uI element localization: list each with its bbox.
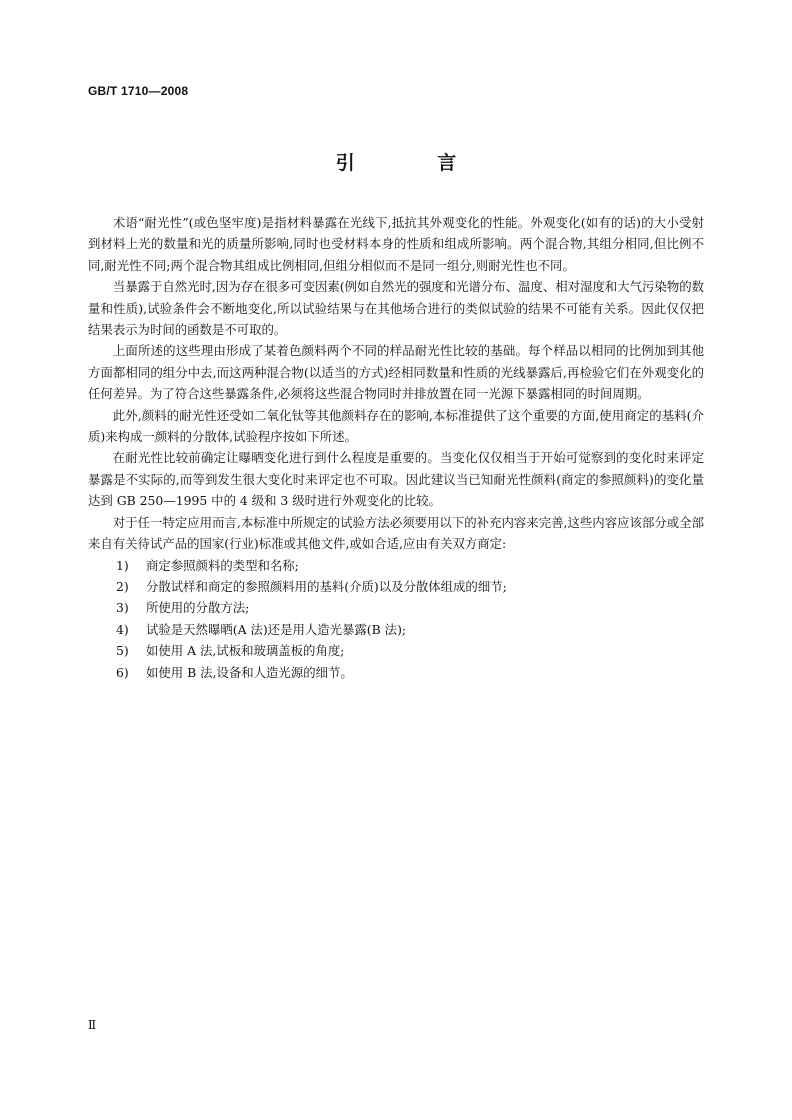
- list-item-number: 5): [116, 643, 129, 659]
- list-item-number: 3): [116, 600, 129, 616]
- list-item: [88, 576, 704, 597]
- list-item: [88, 662, 704, 683]
- list-item: [88, 619, 704, 640]
- paragraph: 当暴露于自然光时,因为存在很多可变因素(例如自然光的强度和光谱分布、温度、相对湿度和大气污染物的数量和性质),试验条件会不断地变化,所以试验结果与在其他场合进行的类似试验的结果不可能有关系。因此仅仅把结果表示为时间的函数是不可取的。: [88, 279, 704, 338]
- list-item-text: 分散试样和商定的参照颜料用的基料(介质)以及分散体组成的细节;: [146, 578, 507, 594]
- list-item-text: 如使用 B 法,设备和人造光源的细节。: [146, 664, 353, 680]
- list-item-text: 如使用 A 法,试板和玻璃盖板的角度;: [146, 643, 345, 659]
- paragraph: 在耐光性比较前确定让曝晒变化进行到什么程度是重要的。当变化仅仅相当于开始可觉察到的变化时来评定暴露是不实际的,而等到发生很大变化时来评定也不可取。因此建议当已知耐光性颜料(商定的参照颜料)的变化量达到 GB 250—1995 中的 4 级和 3 级时进行外观变化的比较。: [88, 450, 704, 509]
- paragraph: 术语“耐光性”(或色坚牢度)是指材料暴露在光线下,抵抗其外观变化的性能。外观变化(如有的话)的大小受射到材料上光的数量和光的质量所影响,同时也受材料本身的性质和组成所影响。两个混合物,其组分相同,但比例不同,耐光性不同;两个混合物其组成比例相同,但组分相似而不是同一组分,则耐光性也不同。: [88, 215, 704, 273]
- list-item-number: 4): [116, 621, 129, 637]
- page-number: Ⅱ: [88, 1018, 97, 1032]
- list-item: [88, 640, 704, 661]
- paragraph: 上面所述的这些理由形成了某着色颜料两个不同的样品耐光性比较的基础。每个样品以相同的比例加到其他方面都相同的组分中去,而这两种混合物(以适当的方式)经相同数量和性质的光线暴露后,再检验它们在外观变化的任何差异。为了符合这些暴露条件,必须将这些混合物同时并排放置在同一光源下暴露相同的时间周期。: [88, 343, 704, 402]
- list-item-text: 商定参照颜料的类型和名称;: [146, 557, 299, 573]
- supplementary-items-list: [88, 555, 704, 683]
- list-item: [88, 555, 704, 576]
- list-item-text: 试验是天然曝晒(A 法)还是用人造光暴露(B 法);: [146, 621, 407, 637]
- page-title: 引 言: [335, 152, 495, 174]
- list-item-number: 1): [116, 557, 129, 573]
- list-item-text: 所使用的分散方法;: [146, 600, 250, 616]
- list-item-number: 6): [116, 664, 129, 680]
- paragraph: 对于任一特定应用而言,本标准中所规定的试验方法必须要用以下的补充内容来完善,这些内容应该部分或全部来自有关待试产品的国家(行业)标准或其他文件,或如合适,应由有关双方商定:: [88, 514, 704, 552]
- introduction-body: [88, 212, 704, 683]
- paragraph: 此外,颜料的耐光性还受如二氧化钛等其他颜料存在的影响,本标准提供了这个重要的方面,使用商定的基料(介质)来构成一颜料的分散体,试验程序按如下所述。: [88, 407, 704, 445]
- standard-number: GB/T 1710—2008: [88, 84, 189, 98]
- list-item: [88, 597, 704, 618]
- list-item-number: 2): [116, 578, 129, 594]
